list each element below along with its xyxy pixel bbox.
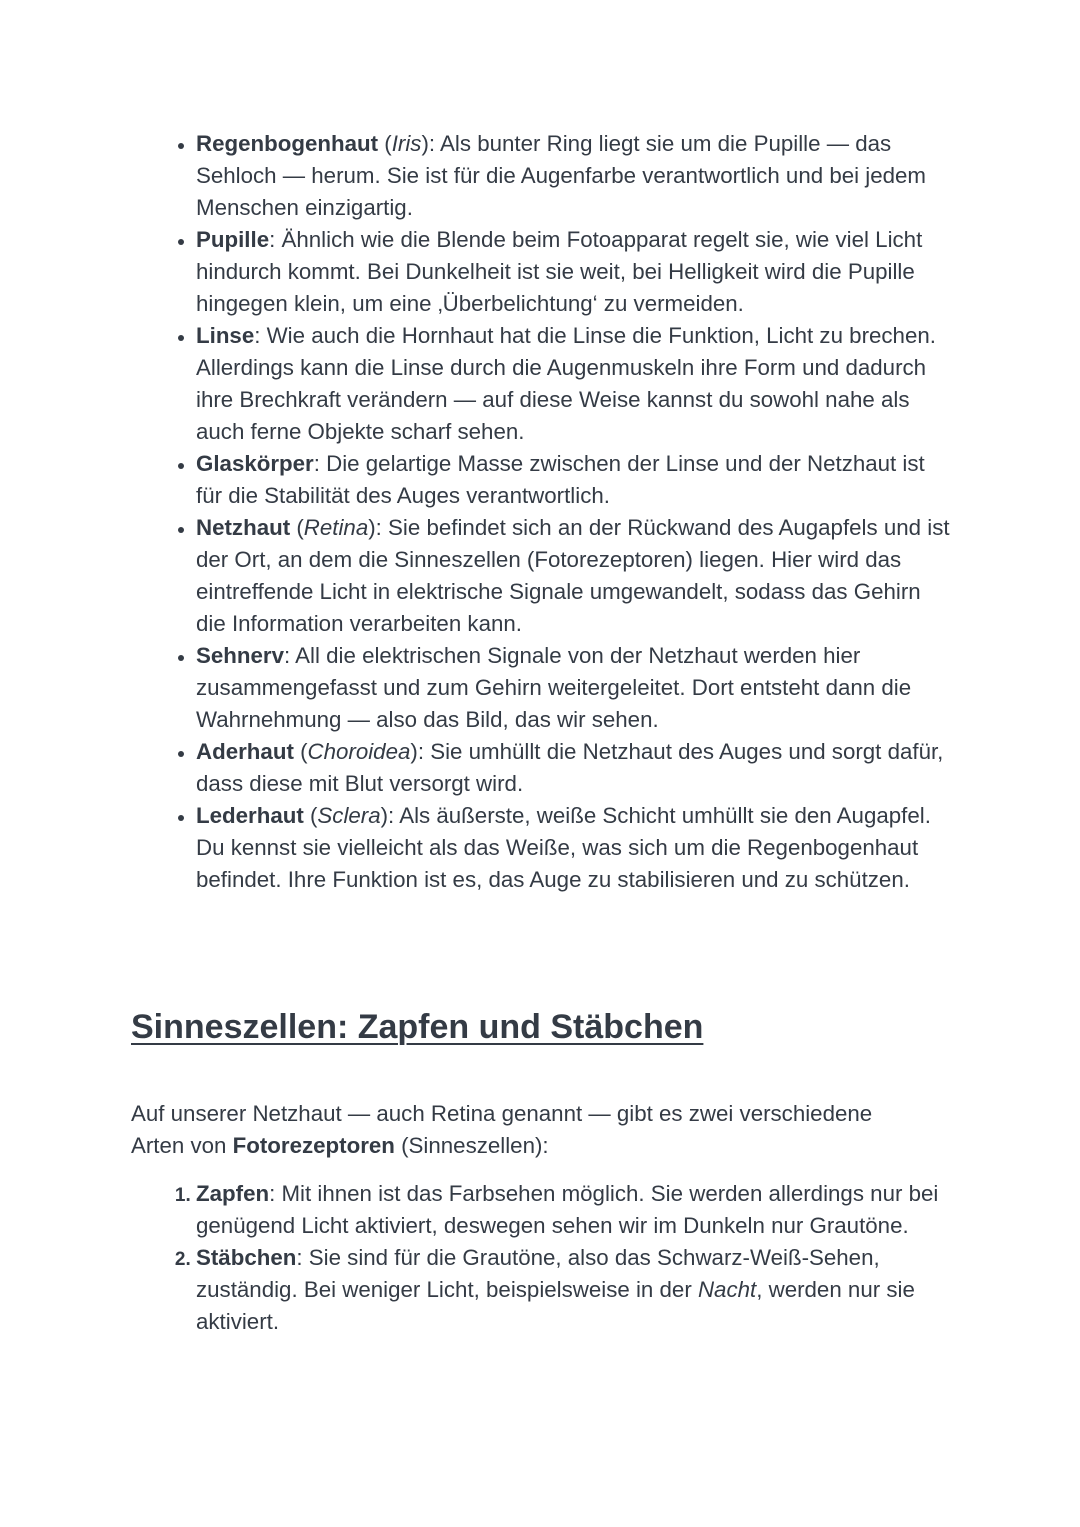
receptor-list bbox=[131, 1178, 956, 1338]
latin-name: Choroidea bbox=[307, 739, 411, 764]
term: Pupille bbox=[196, 227, 270, 252]
list-item bbox=[196, 640, 956, 736]
term: Regenbogenhaut bbox=[196, 131, 379, 156]
term: Glaskörper bbox=[196, 451, 314, 476]
term: Lederhaut bbox=[196, 803, 304, 828]
paren: ( bbox=[290, 515, 304, 540]
description: ): Als äußerste, weiße Schicht umhüllt sie den Augapfel. Du kennst sie vielleicht als das Weiße, was sich um die Regenbogenhaut befindet. Ihre Funktion ist es, das Auge zu stabilisieren und zu schützen. bbox=[196, 803, 931, 892]
list-item bbox=[196, 448, 956, 512]
intro-text-end: (Sinneszellen): bbox=[394, 1133, 549, 1158]
document-page bbox=[131, 128, 951, 1334]
description: ): Als bunter Ring liegt sie um die Pupille — das Sehloch — herum. Sie ist für die Augenfarbe verantwortlich und bei jedem Menschen einzigartig. bbox=[196, 131, 927, 220]
intro-text: Auf unserer Netzhaut — auch Retina genannt — gibt es zwei verschiedene Arten von bbox=[131, 1101, 873, 1158]
list-item bbox=[196, 1178, 956, 1242]
list-item bbox=[196, 320, 956, 448]
term: Sehnerv bbox=[196, 643, 284, 668]
emphasis: Nacht bbox=[697, 1277, 757, 1302]
description: : Ähnlich wie die Blende beim Fotoapparat regelt sie, wie viel Licht hindurch kommt. Bei Dunkelheit ist sie weit, bei Helligkeit wird die Pupille hingegen klein, um eine ‚Überbelichtung‘ zu vermeiden. bbox=[196, 227, 923, 316]
description: : Sie sind für die Grautöne, also das Schwarz-Weiß-Sehen, zuständig. Bei weniger Licht, beispielsweise in der bbox=[196, 1245, 880, 1302]
description: : Die gelartige Masse zwischen der Linse und der Netzhaut ist für die Stabilität des Auges verantwortlich. bbox=[196, 451, 925, 508]
description: : Mit ihnen ist das Farbsehen möglich. Sie werden allerdings nur bei genügend Licht aktiviert, deswegen sehen wir im Dunkeln nur Grautöne. bbox=[196, 1181, 939, 1238]
eye-parts-list bbox=[131, 128, 956, 896]
term: Linse bbox=[196, 323, 255, 348]
term: Zapfen bbox=[196, 1181, 270, 1206]
description-end: , werden nur sie aktiviert. bbox=[196, 1277, 915, 1334]
latin-name: Iris bbox=[391, 131, 422, 156]
term: Aderhaut bbox=[196, 739, 294, 764]
description: ): Sie umhüllt die Netzhaut des Auges und sorgt dafür, dass diese mit Blut versorgt wird. bbox=[196, 739, 944, 796]
paren: ( bbox=[303, 803, 318, 828]
list-item bbox=[196, 736, 956, 800]
list-item bbox=[196, 128, 956, 224]
list-item bbox=[196, 224, 956, 320]
term: Stäbchen bbox=[196, 1245, 297, 1270]
list-item bbox=[196, 512, 956, 640]
list-item bbox=[196, 800, 956, 896]
term: Netzhaut bbox=[196, 515, 291, 540]
latin-name: Sclera bbox=[317, 803, 381, 828]
paren: ( bbox=[378, 131, 392, 156]
intro-bold: Fotorezeptoren bbox=[232, 1133, 395, 1158]
description: ): Sie befindet sich an der Rückwand des Augapfels und ist der Ort, an dem die Sinneszellen (Fotorezeptoren) liegen. Hier wird das eintreffende Licht in elektrische Signale umgewandelt, sodass das Gehirn die Information verarbeiten kann. bbox=[196, 515, 950, 636]
intro-paragraph bbox=[131, 1098, 911, 1162]
description: : Wie auch die Hornhaut hat die Linse die Funktion, Licht zu brechen. Allerdings kann die Linse durch die Augenmuskeln ihre Form und dadurch ihre Brechkraft verändern — auf diese Weise kannst du sowohl nahe als auch ferne Objekte scharf sehen. bbox=[196, 323, 936, 444]
paren: ( bbox=[293, 739, 308, 764]
latin-name: Retina bbox=[303, 515, 369, 540]
list-item bbox=[196, 1242, 956, 1338]
section-heading: Sinneszellen: Zapfen und Stäbchen bbox=[131, 1008, 704, 1046]
description: : All die elektrischen Signale von der Netzhaut werden hier zusammengefasst und zum Gehirn weitergeleitet. Dort entsteht dann die Wahrnehmung — also das Bild, das wir sehen. bbox=[196, 643, 912, 732]
